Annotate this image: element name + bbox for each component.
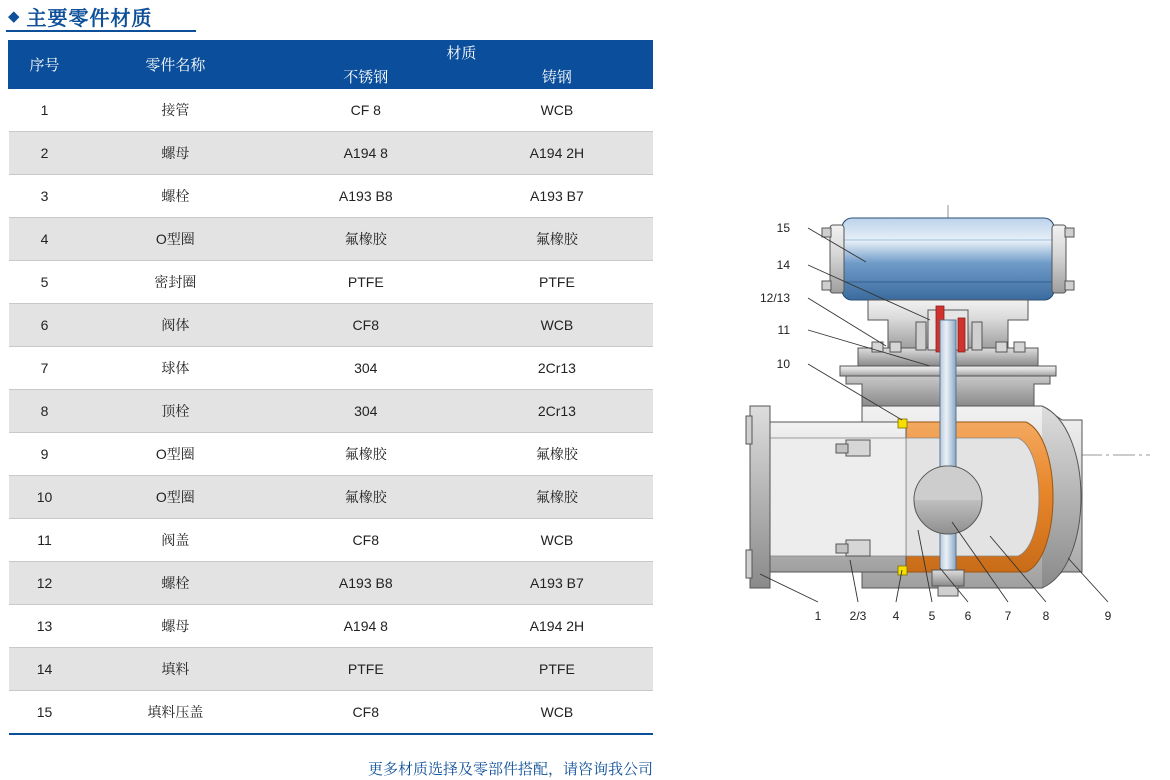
callout-14: 14	[776, 258, 790, 272]
page-title-text: 主要零件材质	[26, 8, 153, 30]
callout-9: 9	[1104, 609, 1112, 623]
cell-name: 螺栓	[80, 175, 270, 218]
cell-stainless: CF 8	[270, 89, 461, 132]
cell-cast: WCB	[461, 89, 652, 132]
callout-1: 1	[814, 609, 822, 623]
cell-no: 1	[9, 89, 81, 132]
cell-stainless: CF8	[270, 519, 461, 562]
table-row	[9, 261, 653, 304]
cell-stainless: A193 B8	[270, 562, 461, 605]
actuator-assembly	[822, 218, 1074, 300]
table-body	[9, 89, 653, 735]
column-header-stainless: 不锈钢	[270, 65, 461, 89]
table-row	[9, 476, 653, 519]
cell-name: 接管	[80, 89, 270, 132]
cell-name: 顶栓	[80, 390, 270, 433]
cell-stainless: A194 8	[270, 605, 461, 648]
cell-stainless: 304	[270, 347, 461, 390]
table-row	[9, 132, 653, 175]
cell-cast: A193 B7	[461, 175, 652, 218]
callout-12-13: 12/13	[759, 291, 790, 305]
table-header-row-1	[9, 41, 653, 65]
o-ring-marker-lower	[898, 566, 907, 575]
cell-no: 13	[9, 605, 81, 648]
cell-no: 5	[9, 261, 81, 304]
inlet-pipe	[746, 406, 906, 588]
cell-cast: 氟橡胶	[461, 433, 652, 476]
cell-stainless: 氟橡胶	[270, 218, 461, 261]
table-row	[9, 347, 653, 390]
cell-cast: A194 2H	[461, 132, 652, 175]
callout-labels-bottom	[815, 609, 1112, 623]
o-ring-marker-upper	[898, 419, 907, 428]
callout-7: 7	[1004, 609, 1012, 623]
table-row	[9, 304, 653, 347]
cell-name: 螺栓	[80, 562, 270, 605]
callout-11: 11	[777, 323, 790, 337]
cell-no: 4	[9, 218, 81, 261]
page-title	[8, 2, 153, 31]
cell-name: O型圈	[80, 476, 270, 519]
cell-cast: A194 2H	[461, 605, 652, 648]
cell-cast: PTFE	[461, 648, 652, 691]
cell-name: 螺母	[80, 132, 270, 175]
callout-2-3: 2/3	[849, 609, 867, 623]
cell-cast: 氟橡胶	[461, 476, 652, 519]
callout-labels-left	[760, 221, 790, 371]
cell-no: 3	[9, 175, 81, 218]
valve-cross-section-drawing	[690, 170, 1160, 650]
cell-stainless: PTFE	[270, 648, 461, 691]
table-row	[9, 89, 653, 132]
cell-cast: A193 B7	[461, 562, 652, 605]
diamond-icon: ◆	[8, 8, 21, 25]
cell-stainless: PTFE	[270, 261, 461, 304]
table-row	[9, 605, 653, 648]
cell-stainless: 304	[270, 390, 461, 433]
table-row	[9, 691, 653, 735]
table-row	[9, 433, 653, 476]
table-row	[9, 218, 653, 261]
footer-note: 更多材质选择及零部件搭配，请咨询我公司	[367, 761, 653, 778]
cell-stainless: A193 B8	[270, 175, 461, 218]
cell-name: O型圈	[80, 218, 270, 261]
title-underline-divider	[6, 30, 196, 32]
table-row	[9, 648, 653, 691]
callout-5: 5	[928, 609, 936, 623]
cell-name: 球体	[80, 347, 270, 390]
cell-name: 阀盖	[80, 519, 270, 562]
cell-no: 2	[9, 132, 81, 175]
column-header-material-group: 材质	[270, 41, 652, 65]
cell-name: O型圈	[80, 433, 270, 476]
cell-no: 6	[9, 304, 81, 347]
table-head	[9, 41, 653, 89]
table-row	[9, 390, 653, 433]
cell-stainless: A194 8	[270, 132, 461, 175]
cell-no: 11	[9, 519, 81, 562]
cell-stainless: CF8	[270, 304, 461, 347]
callout-8: 8	[1042, 609, 1050, 623]
cell-stainless: CF8	[270, 691, 461, 735]
cell-no: 8	[9, 390, 81, 433]
cell-cast: 2Cr13	[461, 347, 652, 390]
table-row	[9, 519, 653, 562]
callout-6: 6	[964, 609, 972, 623]
cell-name: 填料	[80, 648, 270, 691]
cell-cast: WCB	[461, 691, 652, 735]
cell-name: 密封圈	[80, 261, 270, 304]
cell-cast: WCB	[461, 304, 652, 347]
table-row	[9, 562, 653, 605]
cell-cast: 2Cr13	[461, 390, 652, 433]
cell-name: 螺母	[80, 605, 270, 648]
cell-no: 10	[9, 476, 81, 519]
cell-cast: WCB	[461, 519, 652, 562]
cell-no: 15	[9, 691, 81, 735]
cell-cast: PTFE	[461, 261, 652, 304]
callout-10: 10	[776, 357, 790, 371]
cell-stainless: 氟橡胶	[270, 433, 461, 476]
table-row	[9, 175, 653, 218]
materials-table	[8, 40, 653, 735]
cell-name: 阀体	[80, 304, 270, 347]
cell-name: 填料压盖	[80, 691, 270, 735]
cell-no: 7	[9, 347, 81, 390]
cell-no: 12	[9, 562, 81, 605]
cell-no: 9	[9, 433, 81, 476]
callout-4: 4	[892, 609, 900, 623]
column-header-cast-steel: 铸钢	[461, 65, 652, 89]
column-header-part-name: 零件名称	[80, 41, 270, 89]
cell-stainless: 氟橡胶	[270, 476, 461, 519]
column-header-no: 序号	[9, 41, 81, 89]
cell-cast: 氟橡胶	[461, 218, 652, 261]
callout-15: 15	[776, 221, 790, 235]
cell-no: 14	[9, 648, 81, 691]
